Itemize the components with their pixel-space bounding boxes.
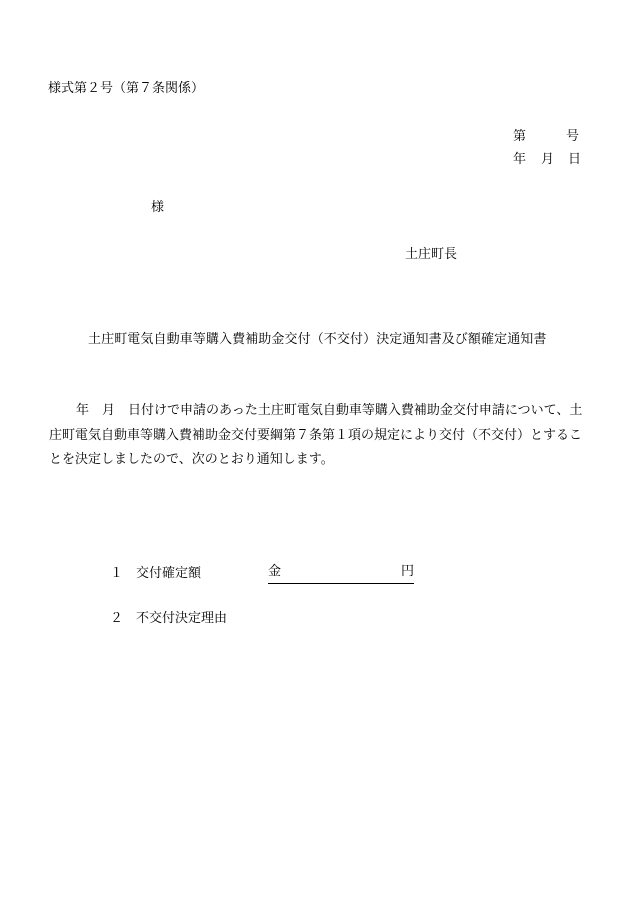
item-label-grant-amount: 交付確定額: [136, 566, 202, 581]
doc-number-label: 第: [513, 129, 527, 144]
item-label-rejection-reason: 不交付決定理由: [136, 611, 228, 626]
date-year: 年: [513, 152, 527, 167]
form-number: 様式第２号（第７条関係）: [48, 81, 205, 96]
body-text-line: とを決定しましたので、次のとおり通知します。: [49, 452, 334, 467]
item-number: １: [110, 566, 124, 581]
item-number: ２: [110, 611, 124, 626]
sender-name: 土庄町長: [405, 247, 458, 262]
recipient-honorific: 様: [151, 200, 165, 215]
body-text-line: 庄町電気自動車等購入費補助金交付要綱第７条第１項の規定により交付（不交付）とするこ: [49, 428, 583, 443]
amount-suffix: 円: [400, 564, 414, 579]
amount-prefix: 金: [268, 564, 282, 579]
grant-amount-field: [268, 565, 414, 584]
document-title: 土庄町電気自動車等購入費補助金交付（不交付）決定通知書及び額確定通知書: [88, 332, 547, 347]
doc-number-suffix: 号: [566, 129, 580, 144]
body-text-line: 年 月 日付けで申請のあった土庄町電気自動車等購入費補助金交付申請について、土: [76, 403, 583, 418]
date-day: 日: [568, 152, 582, 167]
date-month: 月: [541, 152, 555, 167]
